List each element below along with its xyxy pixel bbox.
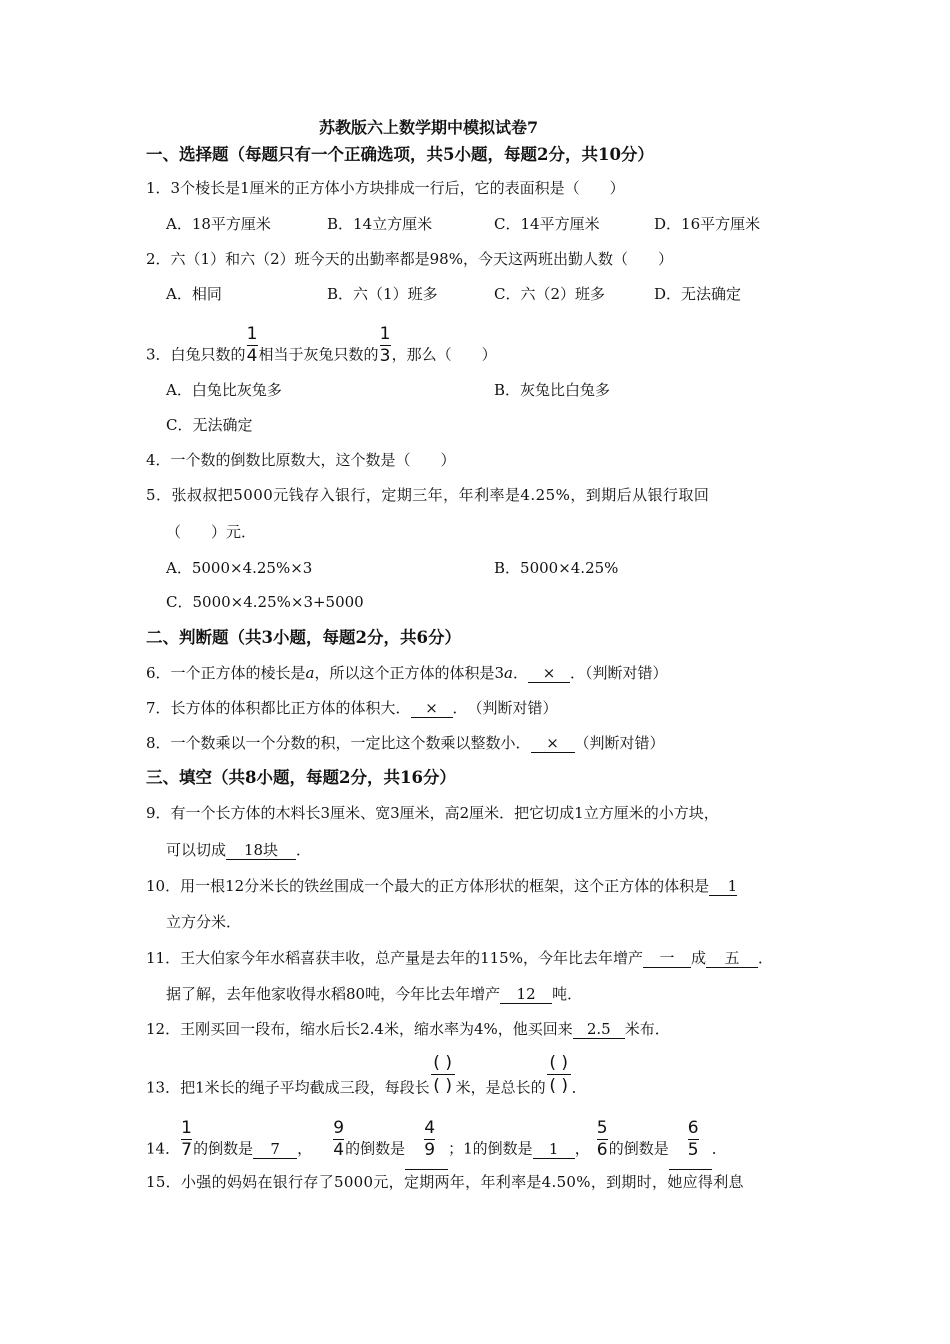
q14-answer-blank-4[interactable]: $\frac{6}{5}$ (669, 1130, 712, 1170)
question-15-stem: 15．小强的妈妈在银行存了5000元，定期两年，年利率是4.50%，到期时，她应得利息 (146, 1173, 744, 1191)
q1-option-a[interactable]: A．18平方厘米 (166, 215, 271, 233)
section-heading-fill: 三、填空（共8小题，每题2分，共16分） (146, 768, 456, 787)
q7-answer-blank[interactable]: × (411, 699, 453, 718)
q11-answer-blank-2[interactable]: 五 (706, 949, 758, 968)
q14-fraction-9-4: $\frac{9}{4}$ (333, 1118, 345, 1160)
q14-answer-blank-3[interactable]: 1 (533, 1140, 575, 1159)
page-title: 苏教版六上数学期中模拟试卷7 (319, 118, 539, 137)
q2-option-c[interactable]: C．六（2）班多 (494, 285, 606, 303)
question-11-stem: 11．王大伯家今年水稻喜获丰收，总产量是去年的115%，今年比去年增产 一 成 五 ． (146, 949, 774, 967)
q3-option-c[interactable]: C．无法确定 (166, 416, 253, 434)
q3-option-a[interactable]: A．白兔比灰兔多 (166, 381, 282, 399)
q14-answer-blank-1[interactable]: 7 (253, 1140, 297, 1159)
question-13: 13．把1米长的绳子平均截成三段，每段长 ( ) ( ) 米，是总长的 ( ) ( ) ． (146, 1053, 587, 1097)
q6-answer-blank[interactable]: × (528, 664, 570, 683)
question-5-stem: 5．张叔叔把5000元钱存入银行，定期三年，年利率是4.25%，到期后从银行取回 (146, 486, 710, 504)
question-5-stem-line2: （ ）元． (166, 523, 257, 541)
question-9-stem: 9．有一个长方体的木料长3厘米、宽3厘米，高2厘米．把它切成1立方厘米的小方块， (146, 804, 719, 822)
question-4-stem: 4．一个数的倒数比原数大，这个数是（ ） (146, 451, 456, 469)
q11-answer-blank-3[interactable]: 12 (500, 985, 552, 1004)
question-10-line2: 立方分米． (166, 913, 242, 931)
q3-text-3: ，那么（ ） (391, 345, 497, 364)
q3-text-1: 3．白兔只数的 (146, 345, 246, 364)
q12-answer-blank[interactable]: 2.5 (573, 1020, 625, 1039)
question-7: 7．长方体的体积都比正方体的体积大． × ． （判断对错） (146, 699, 558, 717)
question-11-line2: 据了解，去年他家收得水稻80吨，今年比去年增产 12 吨． (166, 985, 583, 1003)
question-1-stem: 1．3个棱长是1厘米的正方体小方块排成一行后，它的表面积是（ ） (146, 179, 625, 197)
question-3-stem (146, 324, 497, 375)
q9-answer-blank[interactable]: 18块 (226, 841, 296, 860)
q10-answer-blank[interactable]: 1 (709, 877, 737, 896)
q5-option-a[interactable]: A．5000×4.25%×3 (166, 559, 313, 577)
q1-option-d[interactable]: D．16平方厘米 (654, 215, 761, 233)
q3-text-2: 相当于灰兔只数的 (258, 345, 379, 364)
question-6: 6．一个正方体的棱长是a，所以这个正方体的体积是3a． × ．（判断对错） (146, 664, 668, 682)
section-heading-judge: 二、判断题（共3小题，每题2分，共6分） (146, 628, 461, 647)
q2-option-d[interactable]: D．无法确定 (654, 285, 742, 303)
q2-option-b[interactable]: B．六（1）班多 (327, 285, 438, 303)
q3-option-b[interactable]: B．灰兔比白兔多 (494, 381, 611, 399)
question-9-line2: 可以切成 18块 ． (166, 841, 312, 859)
question-8: 8．一个数乘以一个分数的积，一定比这个数乘以整数小． × （判断对错） (146, 734, 665, 752)
question-2-stem: 2．六（1）和六（2）班今天的出勤率都是98%，今天这两班出勤人数（ ） (146, 250, 673, 268)
question-14: 14． $\frac{1}{7}$ 的倒数是 7 ， $\frac{9}{4}$ 的倒数是 $\frac{4}{9}$ ；1的倒数是 1 ， $\frac{5}{6}$ 的倒数是 $\frac{6}{5}$ ． (146, 1130, 727, 1170)
q8-answer-blank[interactable]: × (531, 734, 575, 753)
fraction-one-quarter: $\frac{1}{4}$ (246, 324, 258, 366)
q1-option-c[interactable]: C．14平方厘米 (494, 215, 600, 233)
question-12: 12．王刚买回一段布，缩水后长2.4米，缩水率为4%，他买回来 2.5 米布． (146, 1020, 670, 1038)
q11-answer-blank-1[interactable]: 一 (643, 949, 691, 968)
q5-option-c[interactable]: C．5000×4.25%×3+5000 (166, 593, 364, 611)
q13-fraction-blank-1[interactable]: ( ) ( ) (431, 1054, 455, 1095)
q1-option-b[interactable]: B．14立方厘米 (327, 215, 433, 233)
section-heading-choice: 一、选择题（每题只有一个正确选项，共5小题，每题2分，共10分） (146, 145, 654, 164)
q2-option-a[interactable]: A．相同 (166, 285, 222, 303)
fraction-one-third: $\frac{1}{3}$ (379, 324, 391, 366)
q14-fraction-5-6: $\frac{5}{6}$ (596, 1118, 608, 1160)
q14-answer-blank-2[interactable]: $\frac{4}{9}$ (405, 1130, 448, 1170)
q5-option-b[interactable]: B．5000×4.25% (494, 559, 619, 577)
question-10-stem: 10．用一根12分米长的铁丝围成一个最大的正方体形状的框架，这个正方体的体积是 1 (146, 877, 738, 895)
q14-fraction-1-7: $\frac{1}{7}$ (181, 1118, 192, 1160)
q13-fraction-blank-2[interactable]: ( ) ( ) (547, 1054, 571, 1095)
